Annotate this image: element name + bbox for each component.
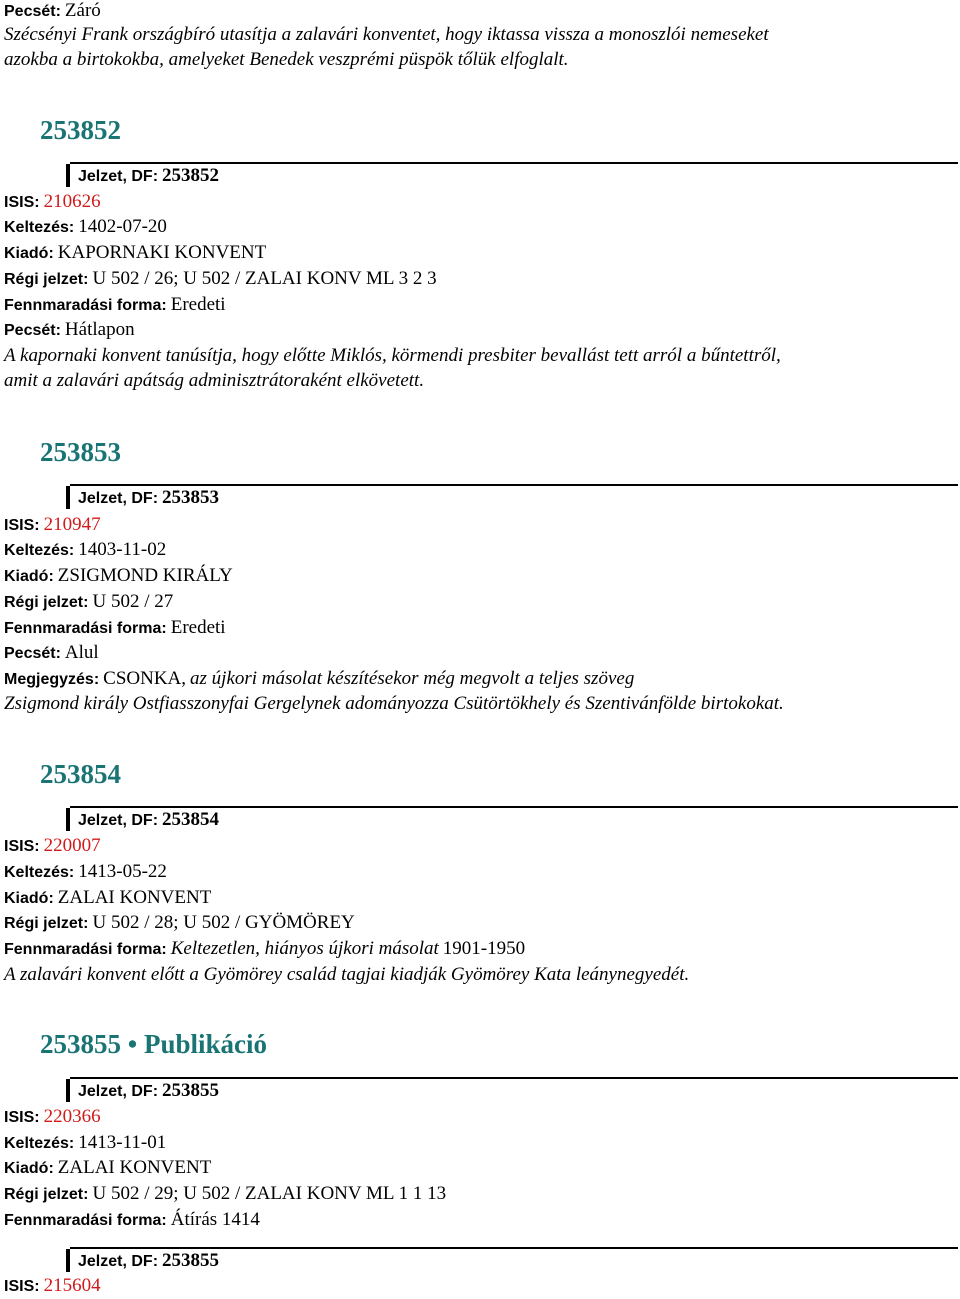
jelzet-label: Jelzet, DF <box>78 168 153 185</box>
summary-line-1-253854: A zalavári konvent előtt a Gyömörey család tagjai kiadják Gyömörey Kata leánynegyedét. <box>4 964 690 985</box>
regi-jelzet-label: Régi jelzet <box>4 915 84 932</box>
kiado-row-253855: Kiadó: ZALAI KONVENT <box>4 1157 212 1178</box>
pecset-label: Pecsét <box>4 3 56 20</box>
keltezes-label: Keltezés <box>4 219 69 236</box>
keltezes-value: 1413-05-22 <box>78 861 167 882</box>
fennmaradasi-label: Fennmaradási forma <box>4 941 162 958</box>
jelzet-bar <box>66 164 70 187</box>
jelzet-row-253855: Jelzet, DF: 253855 <box>66 1077 958 1102</box>
keltezes-row-253852: Keltezés: 1402-07-20 <box>4 216 167 237</box>
pecset-value: Alul <box>64 642 99 663</box>
isis-row-253852: ISIS: 210626 <box>4 191 101 212</box>
fennmaradasi-date: 1901-1950 <box>442 938 526 959</box>
jelzet-rule <box>70 162 958 164</box>
jelzet-label: Jelzet, DF <box>78 490 153 507</box>
regi-jelzet-value: U 502 / 28; U 502 / GYÖMÖREY <box>92 912 355 933</box>
keltezes-row-253855: Keltezés: 1413-11-01 <box>4 1132 167 1153</box>
fennmaradasi-value: Eredeti <box>170 294 226 315</box>
isis-label: ISIS <box>4 1278 35 1295</box>
pecset-label: Pecsét <box>4 322 56 339</box>
megjegyzes-note: az újkori másolat készítésekor még megvolt a teljes szöveg <box>190 668 635 689</box>
isis-label: ISIS <box>4 838 35 855</box>
pecset-row-253853: Pecsét: Alul <box>4 642 99 663</box>
regi-jelzet-label: Régi jelzet <box>4 271 84 288</box>
jelzet-row-253855-2: Jelzet, DF: 253855 <box>66 1247 958 1272</box>
summary-line-1-253852: A kapornaki konvent tanúsítja, hogy előtte Miklós, körmendi presbiter bevallást tett arról a bűntettről, <box>4 345 781 366</box>
keltezes-value: 1413-11-01 <box>78 1132 167 1153</box>
kiado-label: Kiadó <box>4 1160 49 1177</box>
megjegyzes-row-253853: Megjegyzés: CSONKA, az újkori másolat készítésekor még megvolt a teljes szöveg <box>4 668 635 689</box>
kiado-value: KAPORNAKI KONVENT <box>57 242 267 263</box>
regi-jelzet-label: Régi jelzet <box>4 1186 84 1203</box>
isis-row-253854: ISIS: 220007 <box>4 835 101 856</box>
isis-label: ISIS <box>4 1109 35 1126</box>
jelzet-rule <box>70 1247 958 1249</box>
regi-jelzet-value: U 502 / 26; U 502 / ZALAI KONV ML 3 2 3 <box>92 268 437 289</box>
fennmaradasi-row-253855: Fennmaradási forma: Átírás 1414 <box>4 1209 260 1230</box>
jelzet-label: Jelzet, DF <box>78 1253 153 1270</box>
keltezes-label: Keltezés <box>4 1135 69 1152</box>
pecset-value: Hátlapon <box>64 319 135 340</box>
isis-value: 220007 <box>43 835 101 856</box>
keltezes-value: 1402-07-20 <box>78 216 167 237</box>
jelzet-label: Jelzet, DF <box>78 1083 153 1100</box>
jelzet-rule <box>70 1077 958 1079</box>
fennmaradasi-value: Eredeti <box>170 617 226 638</box>
record-prev-pecset-row: Pecsét: Záró <box>4 0 101 21</box>
regi-jelzet-row-253854: Régi jelzet: U 502 / 28; U 502 / GYÖMÖREY <box>4 912 355 933</box>
kiado-row-253853: Kiadó: ZSIGMOND KIRÁLY <box>4 565 233 586</box>
fennmaradasi-label: Fennmaradási forma <box>4 1212 162 1229</box>
pecset-label: Pecsét <box>4 645 56 662</box>
fennmaradasi-row-253853: Fennmaradási forma: Eredeti <box>4 617 226 638</box>
fennmaradasi-row-253852: Fennmaradási forma: Eredeti <box>4 294 226 315</box>
jelzet-bar <box>66 1079 70 1102</box>
isis-label: ISIS <box>4 194 35 211</box>
isis-value: 210947 <box>43 514 101 535</box>
jelzet-value: 253854 <box>162 809 220 830</box>
kiado-label: Kiadó <box>4 568 49 585</box>
pecset-value: Záró <box>64 0 101 21</box>
regi-jelzet-value: U 502 / 27 <box>92 591 174 612</box>
fennmaradasi-label: Fennmaradási forma <box>4 297 162 314</box>
keltezes-label: Keltezés <box>4 864 69 881</box>
jelzet-bar <box>66 808 70 831</box>
kiado-value: ZSIGMOND KIRÁLY <box>57 565 233 586</box>
jelzet-row-253852: Jelzet, DF: 253852 <box>66 162 958 187</box>
kiado-label: Kiadó <box>4 245 49 262</box>
pecset-row-253852: Pecsét: Hátlapon <box>4 319 135 340</box>
jelzet-value: 253855 <box>162 1250 220 1271</box>
summary-line-1-253853: Zsigmond király Ostfiasszonyfai Gergelynek adományozza Csütörtökhely és Szentivánfölde birtokokat. <box>4 693 784 714</box>
jelzet-bar <box>66 1249 70 1272</box>
record-heading-253852: 253852 <box>40 115 121 145</box>
megjegyzes-value: CSONKA, <box>103 668 187 689</box>
jelzet-row-253853: Jelzet, DF: 253853 <box>66 484 958 509</box>
jelzet-row-253854: Jelzet, DF: 253854 <box>66 806 958 831</box>
regi-jelzet-label: Régi jelzet <box>4 594 84 611</box>
record-heading-253854: 253854 <box>40 759 121 789</box>
regi-jelzet-row-253853: Régi jelzet: U 502 / 27 <box>4 591 174 612</box>
keltezes-row-253854: Keltezés: 1413-05-22 <box>4 861 167 882</box>
isis-value: 215604 <box>43 1275 101 1296</box>
isis-row-253853: ISIS: 210947 <box>4 514 101 535</box>
fennmaradasi-value: Keltezetlen, hiányos újkori másolat <box>170 938 439 959</box>
isis-row-253855-2: ISIS: 215604 <box>4 1275 101 1296</box>
isis-value: 210626 <box>43 191 101 212</box>
fennmaradasi-label: Fennmaradási forma <box>4 620 162 637</box>
fennmaradasi-value: Átírás 1414 <box>170 1209 260 1230</box>
summary-line-2-253852: amit a zalavári apátság adminisztrátoraként elkövetett. <box>4 370 425 391</box>
record-prev-summary-line-1: Szécsényi Frank országbíró utasítja a zalavári konventet, hogy iktassa vissza a monoszlói nemeseket <box>4 24 769 45</box>
record-heading-253855: 253855 • Publikáció <box>40 1029 267 1059</box>
jelzet-rule <box>70 484 958 486</box>
kiado-value: ZALAI KONVENT <box>57 887 212 908</box>
fennmaradasi-row-253854: Fennmaradási forma: Keltezetlen, hiányos újkori másolat 1901-1950 <box>4 938 526 959</box>
keltezes-label: Keltezés <box>4 542 69 559</box>
kiado-row-253854: Kiadó: ZALAI KONVENT <box>4 887 212 908</box>
record-heading-253853: 253853 <box>40 437 121 467</box>
regi-jelzet-row-253852: Régi jelzet: U 502 / 26; U 502 / ZALAI KONV ML 3 2 3 <box>4 268 437 289</box>
isis-label: ISIS <box>4 517 35 534</box>
keltezes-row-253853: Keltezés: 1403-11-02 <box>4 539 167 560</box>
regi-jelzet-row-253855: Régi jelzet: U 502 / 29; U 502 / ZALAI KONV ML 1 1 13 <box>4 1183 447 1204</box>
kiado-row-253852: Kiadó: KAPORNAKI KONVENT <box>4 242 267 263</box>
jelzet-label: Jelzet, DF <box>78 812 153 829</box>
jelzet-value: 253852 <box>162 165 220 186</box>
jelzet-rule <box>70 806 958 808</box>
kiado-label: Kiadó <box>4 890 49 907</box>
jelzet-value: 253853 <box>162 487 220 508</box>
megjegyzes-label: Megjegyzés <box>4 671 94 688</box>
kiado-value: ZALAI KONVENT <box>57 1157 212 1178</box>
isis-value: 220366 <box>43 1106 101 1127</box>
regi-jelzet-value: U 502 / 29; U 502 / ZALAI KONV ML 1 1 13 <box>92 1183 447 1204</box>
jelzet-bar <box>66 486 70 509</box>
isis-row-253855: ISIS: 220366 <box>4 1106 101 1127</box>
jelzet-value: 253855 <box>162 1080 220 1101</box>
keltezes-value: 1403-11-02 <box>78 539 167 560</box>
record-prev-summary-line-2: azokba a birtokokba, amelyeket Benedek veszprémi püspök tőlük elfoglalt. <box>4 49 569 70</box>
